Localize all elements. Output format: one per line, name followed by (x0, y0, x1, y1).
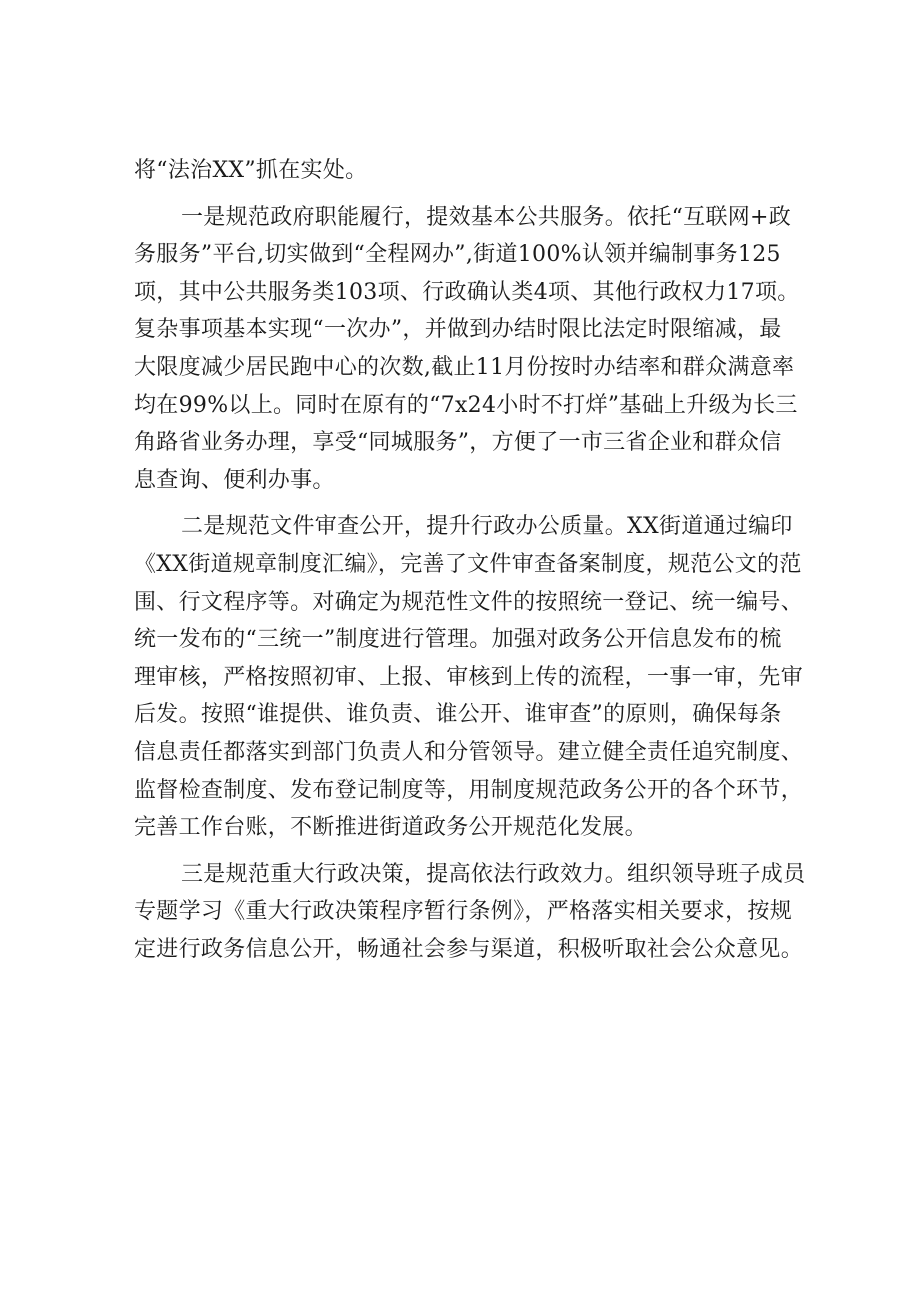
document-body (134, 152, 806, 968)
paragraph-line: 完善工作台账，不断推进街道政务公开规范化发展。 (134, 815, 647, 841)
paragraph-line: 专题学习《重大行政决策程序暂行条例》，严格落实相关要求，按规 (134, 899, 793, 925)
paragraph-3 (134, 856, 806, 969)
paragraph-line: 角路省业务办理，享受“同城服务”，方便了一市三省企业和群众信 (134, 430, 782, 456)
paragraph-line: 监督检查制度、发布登记制度等，用制度规范政务公开的各个环节， (134, 777, 804, 803)
paragraph-line: 统一发布的“三统一”制度进行管理。加强对政务公开信息发布的梳 (134, 627, 782, 653)
paragraph-line: 一是规范政府职能履行，提效基本公共服务。依托“互联网+政 (181, 204, 792, 230)
paragraph-line: 二是规范文件审查公开，提升行政办公质量。XX街道通过编印 (181, 514, 793, 540)
paragraph-2 (134, 508, 804, 846)
paragraph-line: 后发。按照“谁提供、谁负责、谁公开、谁审查”的原则，确保每条 (134, 702, 782, 728)
paragraph-line: 大限度减少居民跑中心的次数,截止11月份按时办结率和群众满意率 (134, 354, 795, 380)
paragraph-line: 均在99%以上。同时在原有的“7x24小时不打烊”基础上升级为长三 (134, 392, 798, 418)
paragraph-line: 项，其中公共服务类103项、行政确认类4项、其他行政权力17项。 (134, 279, 800, 305)
paragraph-line: 务服务”平台,切实做到“全程网办”,街道100%认领并编制事务125 (134, 242, 781, 268)
paragraph-line: 息查询、便利办事。 (134, 467, 335, 493)
paragraph-line: 复杂事项基本实现“一次办”，并做到办结时限比法定时限缩减，最 (134, 317, 782, 343)
paragraph-line: 理审核，严格按照初审、上报、审核到上传的流程，一事一审，先审 (134, 664, 804, 690)
continuation-line: 将“法治XX”抓在实处。 (134, 158, 368, 183)
paragraph-line: 《XX街道规章制度汇编》，完善了文件审查备案制度，规范公文的范 (134, 551, 802, 577)
paragraph-line: 围、行文程序等。对确定为规范性文件的按照统一登记、统一编号、 (134, 589, 804, 615)
paragraph-line: 信息责任都落实到部门负责人和分管领导。建立健全责任追究制度、 (134, 739, 804, 765)
paragraph-line: 三是规范重大行政决策，提高依法行政效力。组织领导班子成员 (181, 861, 806, 887)
paragraph-1 (134, 199, 800, 500)
paragraph-line: 定进行政务信息公开，畅通社会参与渠道，积极听取社会公众意见。 (134, 936, 804, 962)
